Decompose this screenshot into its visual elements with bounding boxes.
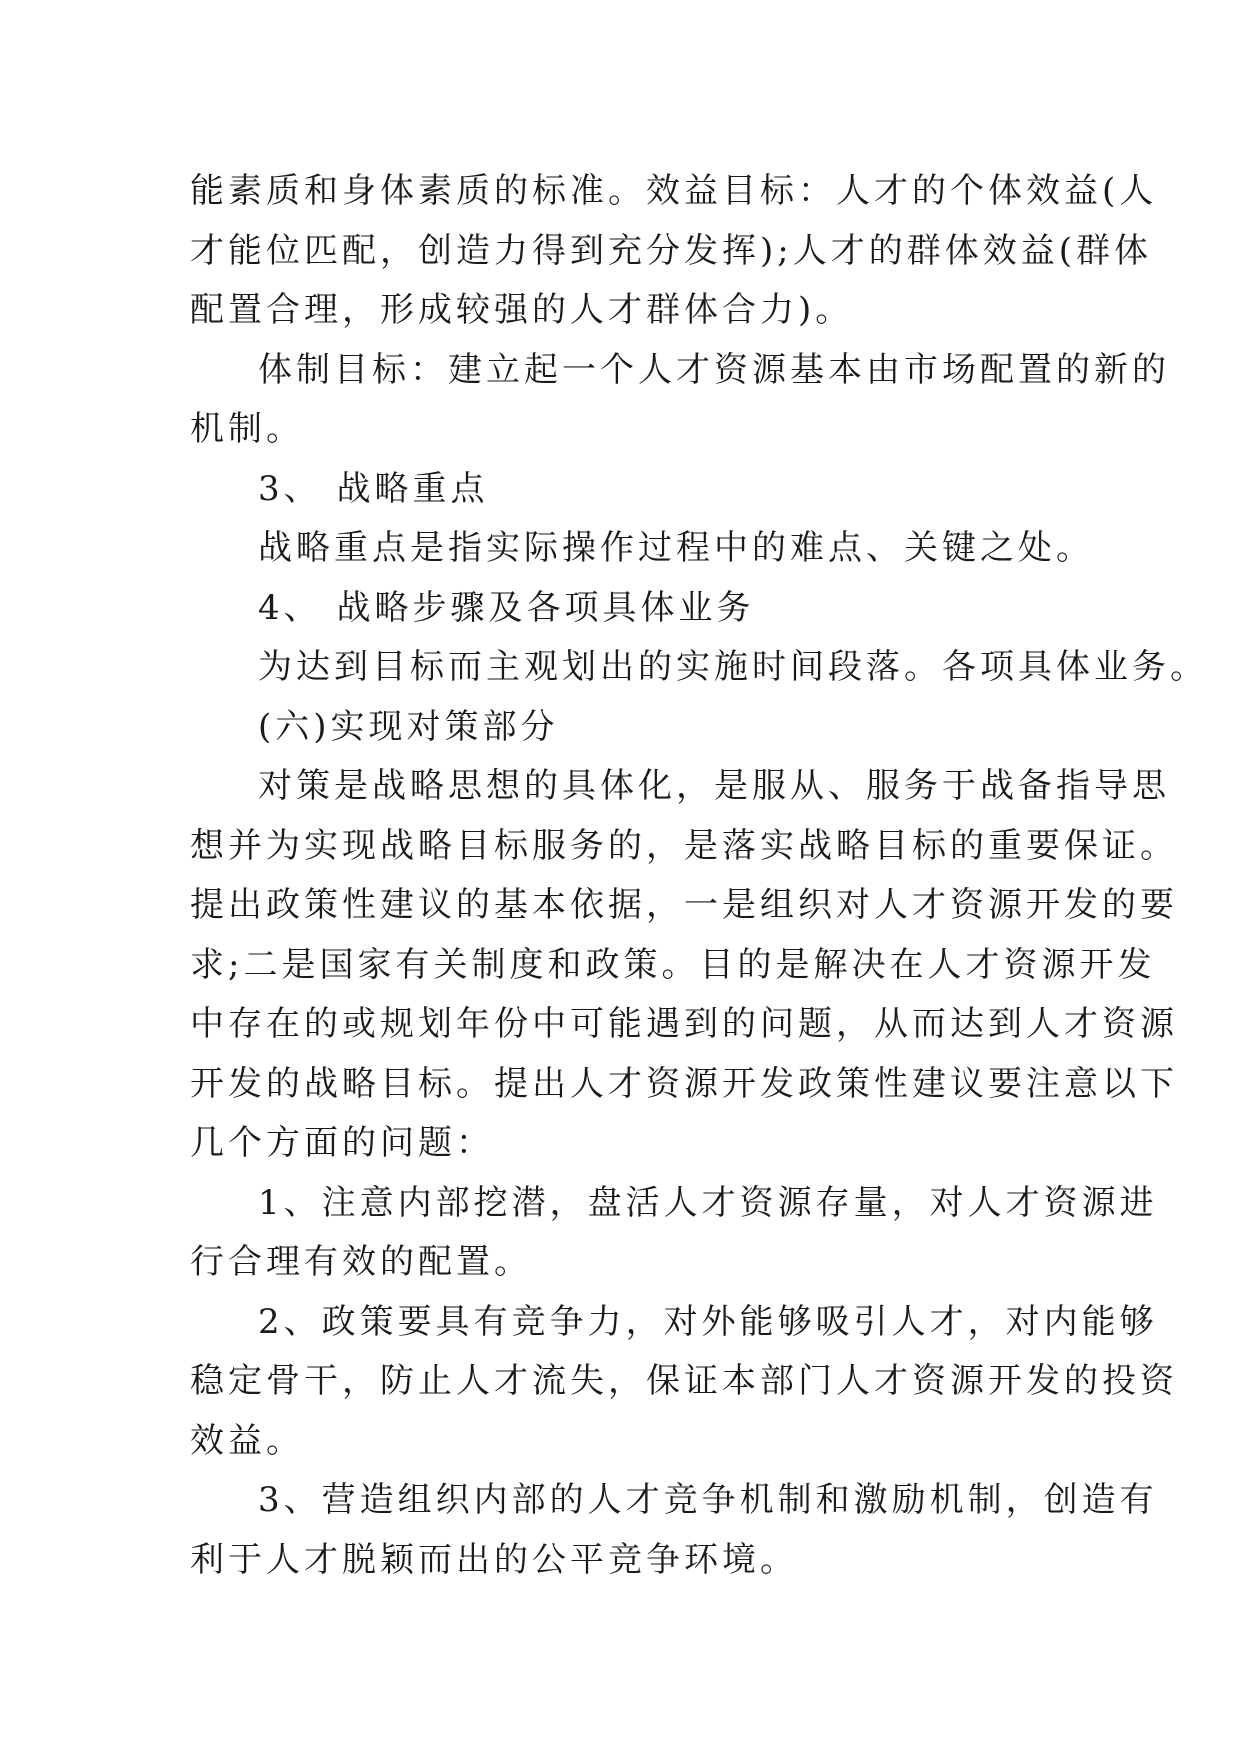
text-line: 能素质和身体素质的标准。效益目标：人才的个体效益(人 xyxy=(190,171,1158,211)
text-line: 为达到目标而主观划出的实施时间段落。各项具体业务。 xyxy=(258,647,1208,687)
text-line: 对策是战略思想的具体化，是服从、服务于战备指导思 xyxy=(258,766,1170,806)
paragraph-item-1 xyxy=(190,1174,1158,1293)
text-line: 4、 战略步骤及各项具体业务 xyxy=(258,587,755,628)
paragraph-institutional-goal xyxy=(190,341,1170,460)
paragraph-strategic-focus xyxy=(190,519,1094,579)
text-line: (六)实现对策部分 xyxy=(258,706,559,747)
paragraph-heading-3 xyxy=(190,460,1070,520)
text-line: 开发的战略目标。提出人才资源开发政策性建议要注意以下 xyxy=(190,1063,1178,1104)
text-line: 效益。 xyxy=(190,1420,304,1461)
text-line: 3、营造组织内部的人才竞争机制和激励机制，创造有 xyxy=(258,1480,1158,1520)
text-line: 稳定骨干，防止人才流失，保证本部门人才资源开发的投资 xyxy=(190,1361,1178,1401)
text-line: 1、注意内部挖潜，盘活人才资源存量，对人才资源进 xyxy=(258,1182,1158,1223)
text-line: 配置合理，形成较强的人才群体合力)。 xyxy=(190,290,854,330)
text-line: 中存在的或规划年份中可能遇到的问题，从而达到人才资源 xyxy=(190,1004,1178,1044)
paragraph-countermeasures xyxy=(190,757,1178,1174)
paragraph-heading-6 xyxy=(190,698,1070,758)
text-line: 几个方面的问题： xyxy=(190,1123,494,1163)
paragraph-heading-4 xyxy=(190,579,1070,639)
text-line: 体制目标：建立起一个人才资源基本由市场配置的新的 xyxy=(258,349,1170,390)
text-line: 才能位匹配，创造力得到充分发挥);人才的群体效益(群体 xyxy=(190,230,1152,271)
text-line: 机制。 xyxy=(190,409,304,449)
text-line: 想并为实现战略目标服务的，是落实战略目标的重要保证。 xyxy=(190,825,1178,866)
text-line: 2、政策要具有竞争力，对外能够吸引人才，对内能够 xyxy=(258,1301,1158,1342)
text-line: 战略重点是指实际操作过程中的难点、关键之处。 xyxy=(258,528,1094,568)
text-line: 求;二是国家有关制度和政策。目的是解决在人才资源开发 xyxy=(190,944,1156,985)
paragraph-strategic-steps xyxy=(190,638,1208,698)
text-line: 提出政策性建议的基本依据，一是组织对人才资源开发的要 xyxy=(190,885,1178,925)
paragraph-item-2 xyxy=(190,1293,1178,1472)
paragraph-item-3 xyxy=(190,1471,1158,1590)
document-body xyxy=(190,162,1208,1590)
text-line: 行合理有效的配置。 xyxy=(190,1242,532,1282)
text-line: 3、 战略重点 xyxy=(258,468,489,509)
text-line: 利于人才脱颖而出的公平竞争环境。 xyxy=(190,1539,798,1580)
paragraph-competence xyxy=(190,162,1158,341)
